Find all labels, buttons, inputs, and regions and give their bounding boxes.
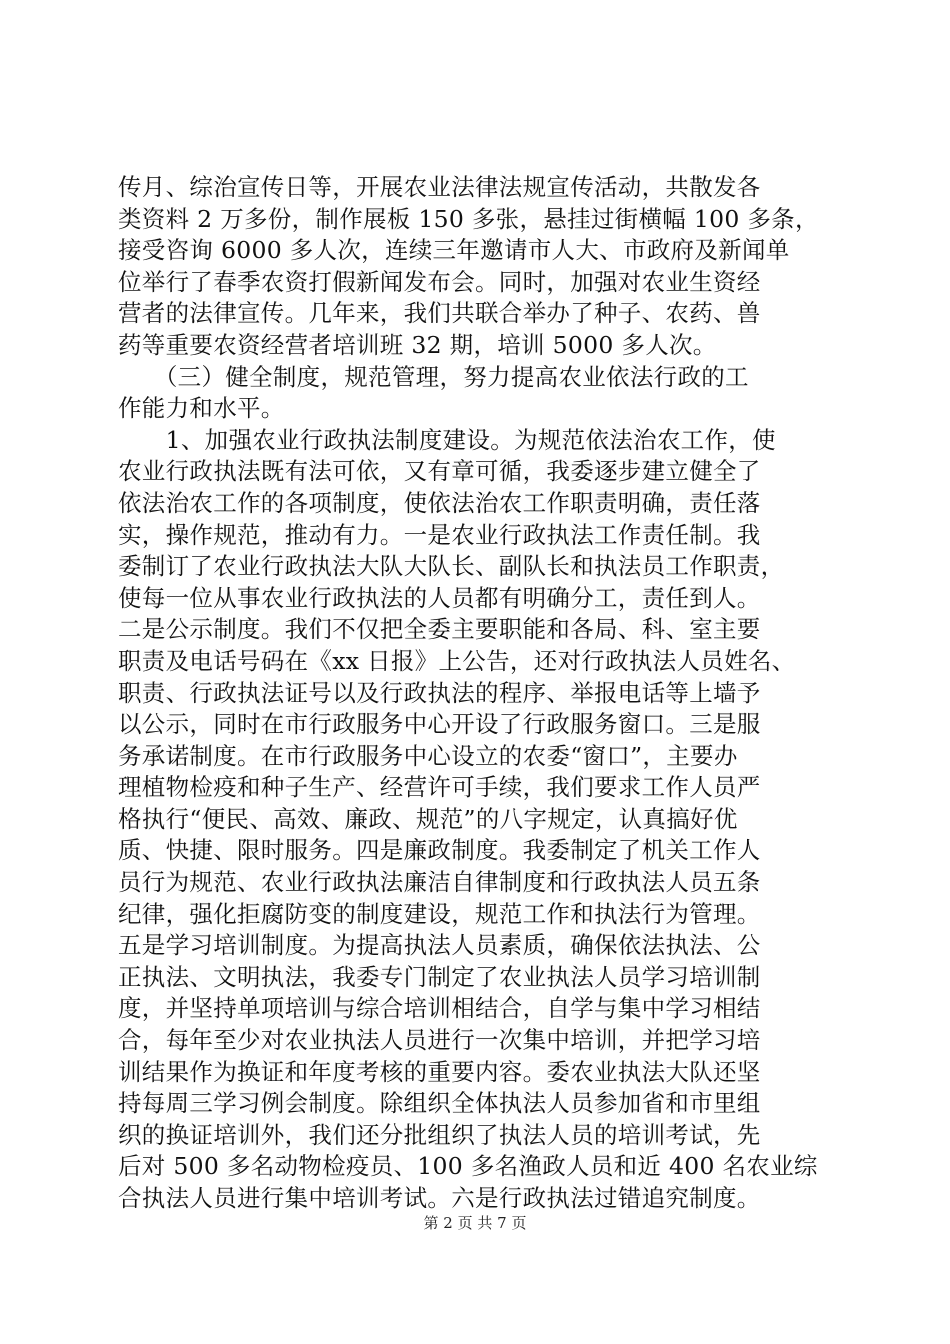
text-line: 训结果作为换证和年度考核的重要内容。委农业执法大队还坚 bbox=[118, 1057, 761, 1086]
text-line: 类资料 2 万多份，制作展板 150 多张，悬挂过街横幅 100 多条， bbox=[118, 204, 819, 233]
text-line: 营者的法律宣传。几年来，我们共联合举办了种子、农药、兽 bbox=[118, 299, 761, 328]
text-line: 传月、综治宣传日等，开展农业法律法规宣传活动，共散发各 bbox=[118, 173, 761, 201]
text-line: 职责、行政执法证号以及行政执法的程序、举报电话等上墙予 bbox=[118, 678, 761, 707]
text-line: 接受咨询 6000 多人次，连续三年邀请市人大、市政府及新闻单 bbox=[118, 236, 790, 265]
text-line: 位举行了春季农资打假新闻发布会。同时，加强对农业生资经 bbox=[118, 267, 761, 296]
text-line: 依法治农工作的各项制度，使依法治农工作职责明确，责任落 bbox=[118, 488, 761, 517]
text-line: 质、快捷、限时服务。四是廉政制度。我委制定了机关工作人 bbox=[118, 836, 761, 865]
text-line: 格执行“便民、高效、廉政、规范”的八字规定，认真搞好优 bbox=[118, 804, 738, 833]
body-text bbox=[118, 172, 838, 1215]
text-line: 纪律，强化拒腐防变的制度建设，规范工作和执法行为管理。 bbox=[118, 899, 761, 928]
text-line: 药等重要农资经营者培训班 32 期，培训 5000 多人次。 bbox=[118, 330, 717, 359]
text-line: 职责及电话号码在《xx 日报》上公告，还对行政执法人员姓名、 bbox=[118, 646, 796, 675]
text-line: 务承诺制度。在市行政服务中心设立的农委“窗口”，主要办 bbox=[118, 741, 738, 770]
text-line: 持每周三学习例会制度。除组织全体执法人员参加省和市里组 bbox=[118, 1089, 761, 1118]
text-line: 以公示，同时在市行政服务中心开设了行政服务窗口。三是服 bbox=[118, 710, 761, 739]
text-line: 实，操作规范，推动有力。一是农业行政执法工作责任制。我 bbox=[118, 520, 761, 549]
text-line: 合执法人员进行集中培训考试。六是行政执法过错追究制度。 bbox=[118, 1184, 761, 1212]
text-line: 后对 500 多名动物检疫员、100 多名渔政人员和近 400 名农业综 bbox=[118, 1152, 818, 1181]
text-line: 二是公示制度。我们不仅把全委主要职能和各局、科、室主要 bbox=[118, 615, 761, 644]
text-line: 使每一位从事农业行政执法的人员都有明确分工，责任到人。 bbox=[118, 583, 761, 612]
text-line: 员行为规范、农业行政执法廉洁自律制度和行政执法人员五条 bbox=[118, 868, 761, 897]
text-line: 度，并坚持单项培训与综合培训相结合，自学与集中学习相结 bbox=[118, 994, 761, 1023]
text-line: 合，每年至少对农业执法人员进行一次集中培训，并把学习培 bbox=[118, 1026, 761, 1055]
page-number-footer: 第 2 页 共 7 页 bbox=[423, 1214, 527, 1232]
section-heading-line: （三）健全制度，规范管理，努力提高农业依法行政的工 bbox=[118, 362, 749, 391]
section-heading-line: 作能力和水平。 bbox=[118, 394, 285, 423]
text-line: 五是学习培训制度。为提高执法人员素质，确保依法执法、公 bbox=[118, 931, 761, 960]
text-line: 织的换证培训外，我们还分批组织了执法人员的培训考试，先 bbox=[118, 1120, 761, 1149]
text-line: 理植物检疫和种子生产、经营许可手续，我们要求工作人员严 bbox=[118, 773, 761, 802]
text-line: 委制订了农业行政执法大队大队长、副队长和执法员工作职责， bbox=[118, 552, 785, 581]
text-line: 农业行政执法既有法可依，又有章可循，我委逐步建立健全了 bbox=[118, 457, 761, 486]
text-line: 1、加强农业行政执法制度建设。为规范依法治农工作，使 bbox=[118, 425, 776, 454]
text-line: 正执法、文明执法，我委专门制定了农业执法人员学习培训制 bbox=[118, 962, 761, 991]
